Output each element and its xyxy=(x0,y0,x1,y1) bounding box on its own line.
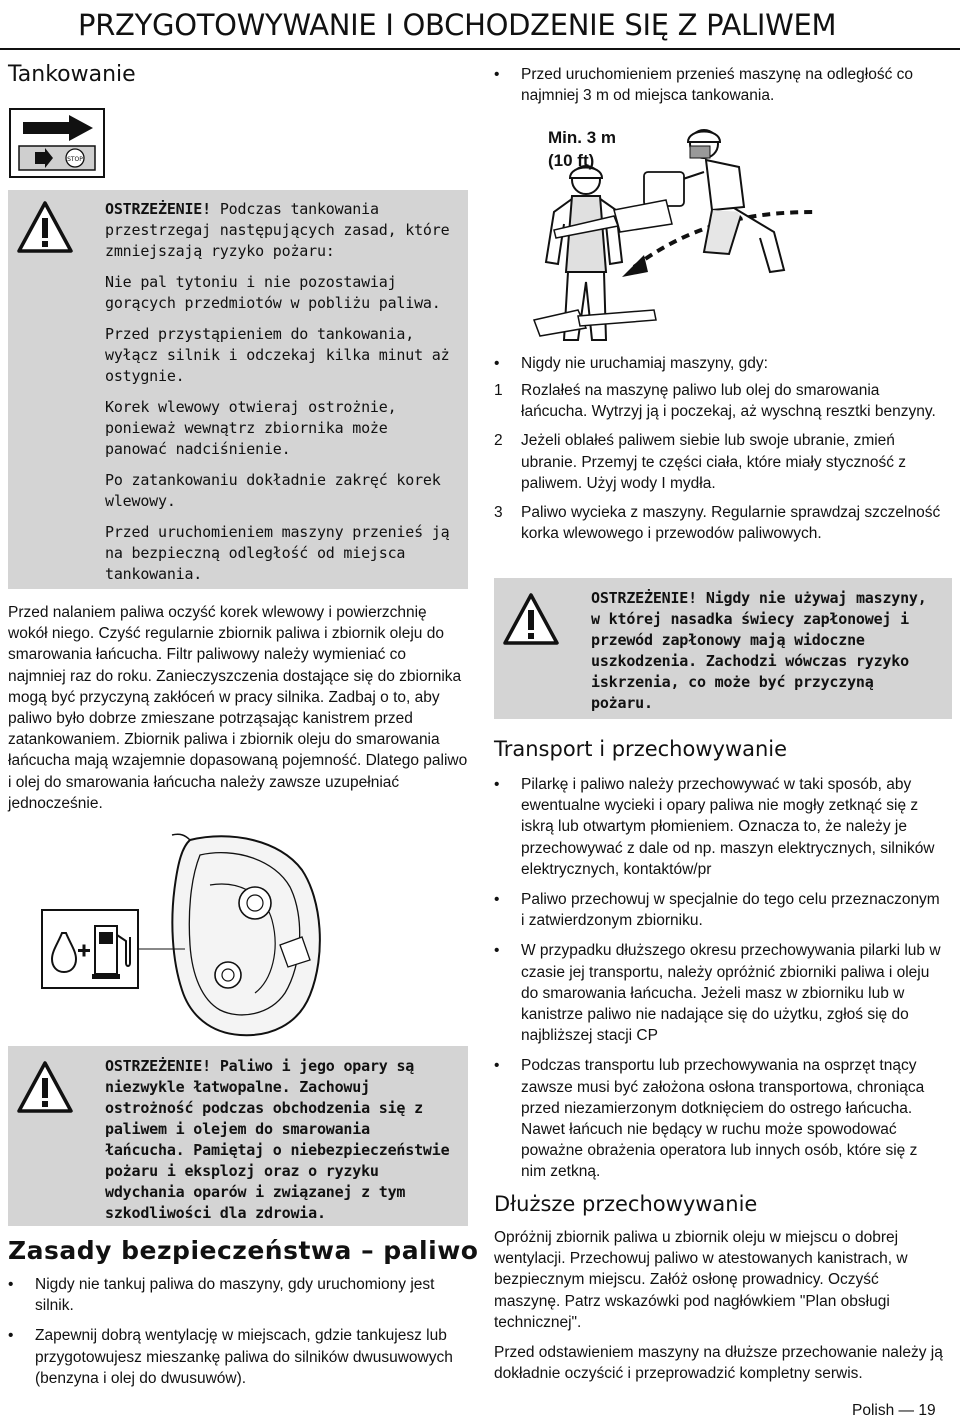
list-item: • Nigdy nie uruchamiaj maszyny, gdy: xyxy=(494,353,946,374)
page-footer xyxy=(852,1402,936,1420)
list-item: • Pilarkę i paliwo należy przechowywać w taki sposób, aby ewentualne wycieki i opary paliwa nie mogły zetknąć się z iskrą lub otwartym płomieniem. Oznacza to, że należy je przechowywać z dale od np. maszyn elektrycznych, silników elektrycznych, kontaktów/pr xyxy=(494,774,946,880)
warning-triangle-icon xyxy=(502,592,560,646)
section-heading-safety: Zasady bezpieczeństwa – paliwo xyxy=(8,1236,479,1265)
warning-text xyxy=(105,1056,457,1224)
warning-lead: OSTRZEŻENIE! xyxy=(591,589,697,607)
transport-bullet-list xyxy=(494,774,946,1192)
warning-triangle-icon xyxy=(16,200,74,254)
warning-triangle-icon xyxy=(16,1060,74,1114)
list-item: • Zapewnij dobrą wentylację w miejscach, gdzie tankujesz lub przygotowujesz mieszankę paliwa do silników dwusuwowych (benzyna i olej do dwusuwów). xyxy=(8,1325,458,1389)
refuel-paragraph: Przed nalaniem paliwa oczyść korek wlewowy i powierzchnię wokół niego. Czyść regularnie zbiornik paliwa i zbiornik oleju do smarowania łańcucha. Filtr paliwowy należy wymieniać co najmniej raz do roku. Zanieczyszczenia dostające się do zbiornika mogą być przyczyną zakłóceń w pracy silnika. Zadbaj o to, aby paliwo było dobrze zmieszane potrząsając kanistrem przed zatankowaniem. Zbiornik paliwa i zbiornik oleju do smarowania łańcucha mają wzajemnie dopasowaną pojemność. Dlatego paliwo i olej do smarowania łańcucha należy zawsze uzupełniać jednocześnie. xyxy=(8,604,468,812)
warning-body: Nigdy nie używaj maszyny, w której nasadka świecy zapłonowej i przewód zapłonowy mają widoczne uszkodzenia. Zachodzi wówczas ryzyko iskrzenia, co może być przyczyną pożaru. xyxy=(591,589,927,712)
warning-box-spark-plug xyxy=(494,578,952,719)
title-rule xyxy=(0,48,960,50)
footer-language: Polish xyxy=(852,1402,895,1419)
never-start-bullet-list xyxy=(494,353,946,383)
warning-intro xyxy=(105,199,457,262)
warning-box-refuel xyxy=(8,190,468,589)
warning-box-fuel-flammable xyxy=(8,1046,468,1226)
storage-paragraph: Opróżnij zbiornik paliwa u zbiornik oleju w miejscu o dobrej wentylacji. Przechowuj paliwo w atestowanych kanistrach, w bezpiecznym miejscu. Załóż osłonę prowadnicy. Oczyść maszynę. Patrz wskazówki pod nagłówkiem "Plan obsługi technicznej". xyxy=(494,1229,908,1331)
warning-item: Przed przystąpieniem do tankowania, wyłącz silnik i odczekaj kilka minut aż ostygnie. xyxy=(105,325,450,385)
distance-label: Min. 3 m (10 ft) xyxy=(548,128,617,170)
storage-paragraph: Przed odstawieniem maszyny na dłuższe przechowanie należy ją dokładnie oczyścić i przeprowadzić kompletny serwis. xyxy=(494,1344,943,1383)
footer-dash: — xyxy=(898,1402,915,1419)
warning-lead: OSTRZEŻENIE! xyxy=(105,1057,211,1075)
engine-stop-arrow-icon xyxy=(9,108,105,178)
list-item: • Paliwo przechowuj w specjalnie do tego celu przeznaczonym i zatwierdzonym zbiorniku. xyxy=(494,889,946,931)
page-number: 19 xyxy=(918,1402,936,1419)
warning-item: Przed uruchomieniem maszyny przenieś ją na bezpieczną odległość od miejsca tankowania. xyxy=(105,523,450,583)
warning-body: Paliwo i jego opary są niezwykle łatwopalne. Zachowuj ostrożność podczas obchodzenia się z paliwem i olejem do smarowania łańcucha. Pamiętaj o niebezpieczeństwie pożaru i eksplozj oraz o ryzyku wdychania oparów i związanej z tym szkodliwości dla zdrowia. xyxy=(105,1057,450,1222)
warning-lead: OSTRZEŻENIE! xyxy=(105,200,211,218)
list-item: 1 Rozlałeś na maszynę paliwo lub olej do smarowania łańcucha. Wytrzyj ją i poczekaj, aż wyschną resztki benzyny. xyxy=(494,382,936,421)
chainsaw-fuel-cap-illustration xyxy=(40,825,340,1045)
list-item: • Przed uruchomieniem przenieś maszynę na odległość co najmniej 3 m od miejsca tankowania. xyxy=(494,64,946,106)
list-item: • Nigdy nie tankuj paliwa do maszyny, gdy uruchomiony jest silnik. xyxy=(8,1274,458,1316)
warning-item: Po zatankowaniu dokładnie zakręć korek wlewowy. xyxy=(105,471,441,510)
warning-intro-text: Podczas tankowania przestrzegaj następujących zasad, które zmniejszają ryzyko pożaru: xyxy=(105,200,450,260)
section-heading-storage: Dłuższe przechowywanie xyxy=(494,1192,758,1216)
never-start-numbered-list xyxy=(494,380,946,552)
distance-illustration xyxy=(494,112,954,348)
list-item: 3 Paliwo wycieka z maszyny. Regularnie sprawdzaj szczelność korka wlewowego i przewodów paliwowych. xyxy=(494,504,941,543)
section-heading-transport: Transport i przechowywanie xyxy=(494,737,788,761)
safety-bullet-list xyxy=(8,1274,458,1398)
list-item: 2 Jeżeli oblałeś paliwem siebie lub swoje ubranie, zmień ubranie. Przemyj te części ciała, które miały styczność z paliwem. Użyj wody I mydła. xyxy=(494,432,907,492)
warning-text xyxy=(591,588,941,714)
list-item: • Podczas transportu lub przechowywania na osprzęt tnący zawsze musi być założona osłona transportowa, chroniąca przed niezamierzonym dotknięciem do ostrego łańcucha. Nawet łańcuch nie będący w ruchu może spowodować poważne obrażenia operatora lub innych osób, które się z nim zetkną. xyxy=(494,1055,946,1182)
section-heading-refuel: Tankowanie xyxy=(8,62,136,87)
stop-label: STOP xyxy=(67,156,83,163)
warning-item: Nie pal tytoniu i nie pozostawiaj gorących przedmiotów w pobliżu paliwa. xyxy=(105,273,441,312)
move-bullet-list xyxy=(494,64,946,115)
warning-item: Korek wlewowy otwieraj ostrożnie, ponieważ wewnątrz zbiornika może panować nadciśnienie. xyxy=(105,398,397,458)
list-item: • W przypadku dłuższego okresu przechowywania pilarki lub w czasie jej transportu, należy opróżnić zbiorniki paliwa i oleju do smarowania łańcucha. Jeżeli masz w zbiorniku lub w kanistrze paliwo nie nadające się do użytku, zgłoś się do najbliższej stacji CP xyxy=(494,940,946,1046)
storage-text xyxy=(494,1227,946,1386)
page-title: PRZYGOTOWYWANIE I OBCHODZENIE SIĘ Z PALIWEM xyxy=(78,8,837,42)
